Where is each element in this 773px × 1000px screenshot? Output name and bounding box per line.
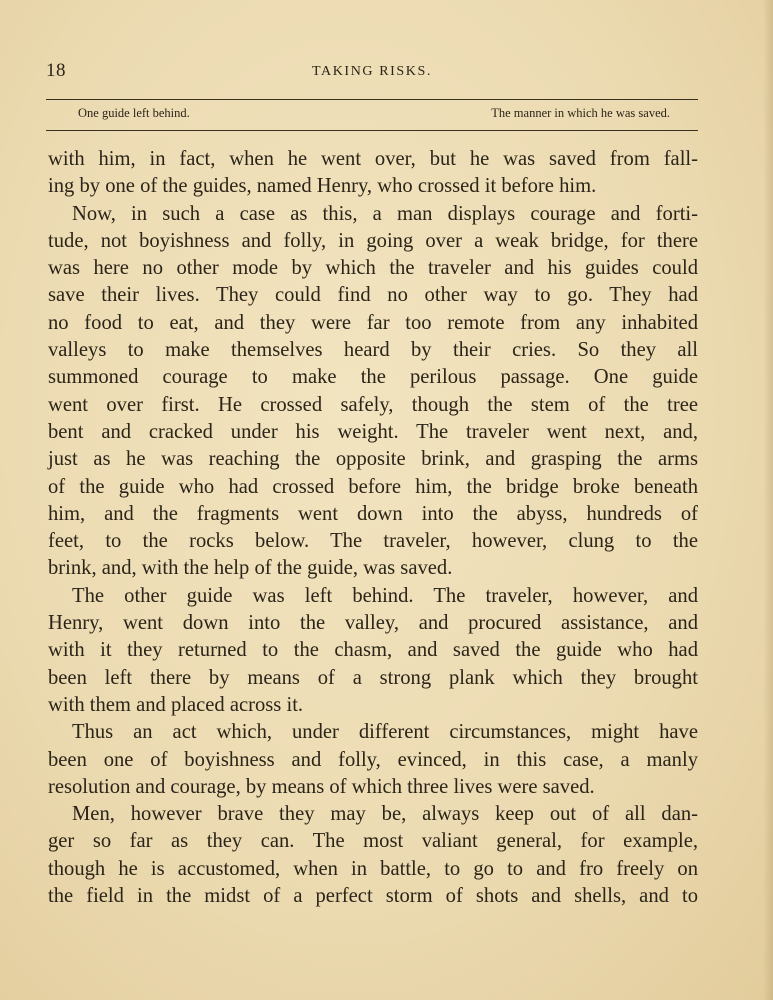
text-line: tude, not boyishness and folly, in going over a weak bridge, for there (48, 229, 698, 252)
text-line: with them and placed across it. (48, 693, 304, 716)
text-line: bent and cracked under his weight. The traveler went next, and, (48, 420, 698, 443)
text-line: resolution and courage, by means of which three lives were saved. (48, 775, 595, 798)
text-line: Henry, went down into the valley, and procured assistance, and (48, 612, 698, 635)
text-line: ger so far as they can. The most valiant general, for example, (48, 830, 698, 853)
page-edge-shadow (763, 0, 773, 1000)
text-line: The other guide was left behind. The traveler, however, and (72, 584, 698, 607)
text-line: the field in the midst of a perfect storm of shots and shells, and to (48, 885, 698, 908)
text-line: of the guide who had crossed before him, the bridge broke beneath (48, 475, 698, 498)
text-line: been one of boyishness and folly, evinced, in this case, a manly (48, 748, 698, 771)
text-line: Men, however brave they may be, always keep out of all dan- (72, 803, 698, 826)
page-number: 18 (46, 60, 66, 81)
header-rule-bottom (46, 130, 698, 131)
text-line: brink, and, with the help of the guide, was saved. (48, 557, 453, 580)
text-line: with him, in fact, when he went over, but he was saved from fall- (48, 148, 698, 170)
text-line: just as he was reaching the opposite brink, and grasping the arms (48, 448, 698, 471)
running-head (46, 60, 698, 86)
text-line: save their lives. They could find no other way to go. They had (48, 284, 698, 307)
text-line: Now, in such a case as this, a man displays courage and forti- (72, 202, 698, 225)
text-line: valleys to make themselves heard by their cries. So they all (48, 339, 698, 362)
header-rule-top (46, 99, 698, 100)
text-line: went over first. He crossed safely, though the stem of the tree (48, 393, 698, 416)
text-line: though he is accustomed, when in battle, to go to and fro freely on (48, 857, 698, 880)
side-notes (46, 106, 698, 126)
text-line: ing by one of the guides, named Henry, who crossed it before him. (48, 175, 597, 198)
text-line: been left there by means of a strong plank which they brought (48, 666, 698, 689)
side-note-right: The manner in which he was saved. (491, 106, 670, 120)
text-line: summoned courage to make the perilous passage. One guide (48, 366, 698, 389)
text-line: with it they returned to the chasm, and saved the guide who had (48, 639, 698, 662)
text-line: was here no other mode by which the traveler and his guides could (48, 257, 698, 280)
text-line: feet, to the rocks below. The traveler, however, clung to the (48, 530, 698, 553)
text-line: no food to eat, and they were far too remote from any inhabited (48, 311, 698, 334)
text-line: Thus an act which, under different circumstances, might have (72, 721, 698, 744)
running-title: TAKING RISKS. (311, 64, 433, 79)
text-line: him, and the fragments went down into the abyss, hundreds of (48, 502, 698, 525)
body-text (48, 146, 698, 910)
side-note-left: One guide left behind. (78, 106, 190, 120)
